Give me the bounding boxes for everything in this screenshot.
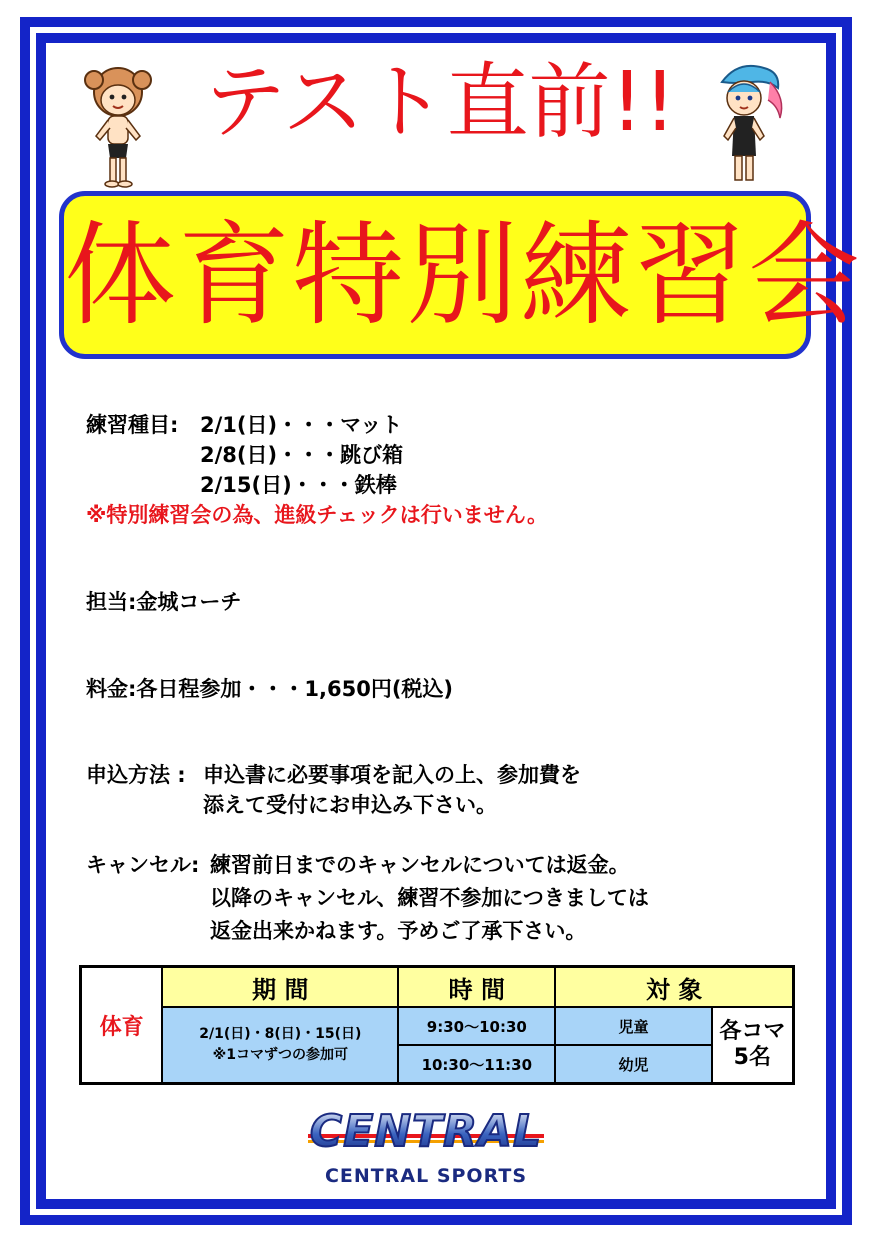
capacity-cell xyxy=(712,1007,794,1084)
cancel-line: 以降のキャンセル、練習不参加につきましては xyxy=(210,886,649,910)
apply-line: 申込書に必要事項を記入の上、参加費を xyxy=(203,763,581,787)
time-slot: 9:30〜10:30 xyxy=(398,1007,555,1045)
target-slot: 児童 xyxy=(555,1007,711,1045)
headline: テスト直前!! xyxy=(203,55,677,150)
apply-label: 申込方法 : xyxy=(86,763,186,787)
practice-item: 2/15(日)・・・鉄棒 xyxy=(200,473,397,497)
time-slot: 10:30〜11:30 xyxy=(398,1045,555,1084)
banner-title: 体育特別練習会 xyxy=(64,211,862,341)
schedule-table xyxy=(79,965,795,1085)
period-dates: 2/1(日)・8(日)・15(日) xyxy=(199,1026,362,1042)
target-slot: 幼児 xyxy=(555,1045,711,1084)
logo-sub: CENTRAL SPORTS xyxy=(324,1165,528,1187)
coach-line: 担当:金城コーチ xyxy=(86,590,242,614)
period-note: ※1コマずつの参加可 xyxy=(212,1047,349,1063)
fee-line: 料金:各日程参加・・・1,650円(税込) xyxy=(86,677,454,701)
cancel-line: 返金出来かねます。予めご了承下さい。 xyxy=(210,919,587,943)
practice-item: 2/8(日)・・・跳び箱 xyxy=(200,443,404,467)
cancel-label: キャンセル: xyxy=(86,853,200,877)
subject-cell: 体育 xyxy=(81,967,163,1084)
header-period: 期 間 xyxy=(162,967,398,1008)
apply-line: 添えて受付にお申込み下さい。 xyxy=(203,793,497,817)
period-cell xyxy=(162,1007,398,1084)
header-time: 時 間 xyxy=(398,967,555,1008)
title-banner xyxy=(59,191,862,359)
dolphin-mascot-icon xyxy=(708,58,788,188)
practice-item: 2/1(日)・・・マット xyxy=(200,413,403,437)
capacity-line: 5名 xyxy=(733,1045,771,1070)
header-target: 対 象 xyxy=(555,967,793,1008)
practice-note: ※特別練習会の為、進級チェックは行いません。 xyxy=(86,503,549,527)
cancel-line: 練習前日までのキャンセルについては返金。 xyxy=(210,853,630,877)
practice-label: 練習種目: xyxy=(86,413,179,437)
central-sports-logo xyxy=(306,1090,546,1190)
logo-main: CENTRAL xyxy=(309,1106,543,1157)
capacity-line: 各コマ xyxy=(719,1018,786,1044)
monkey-mascot-icon xyxy=(78,60,158,192)
